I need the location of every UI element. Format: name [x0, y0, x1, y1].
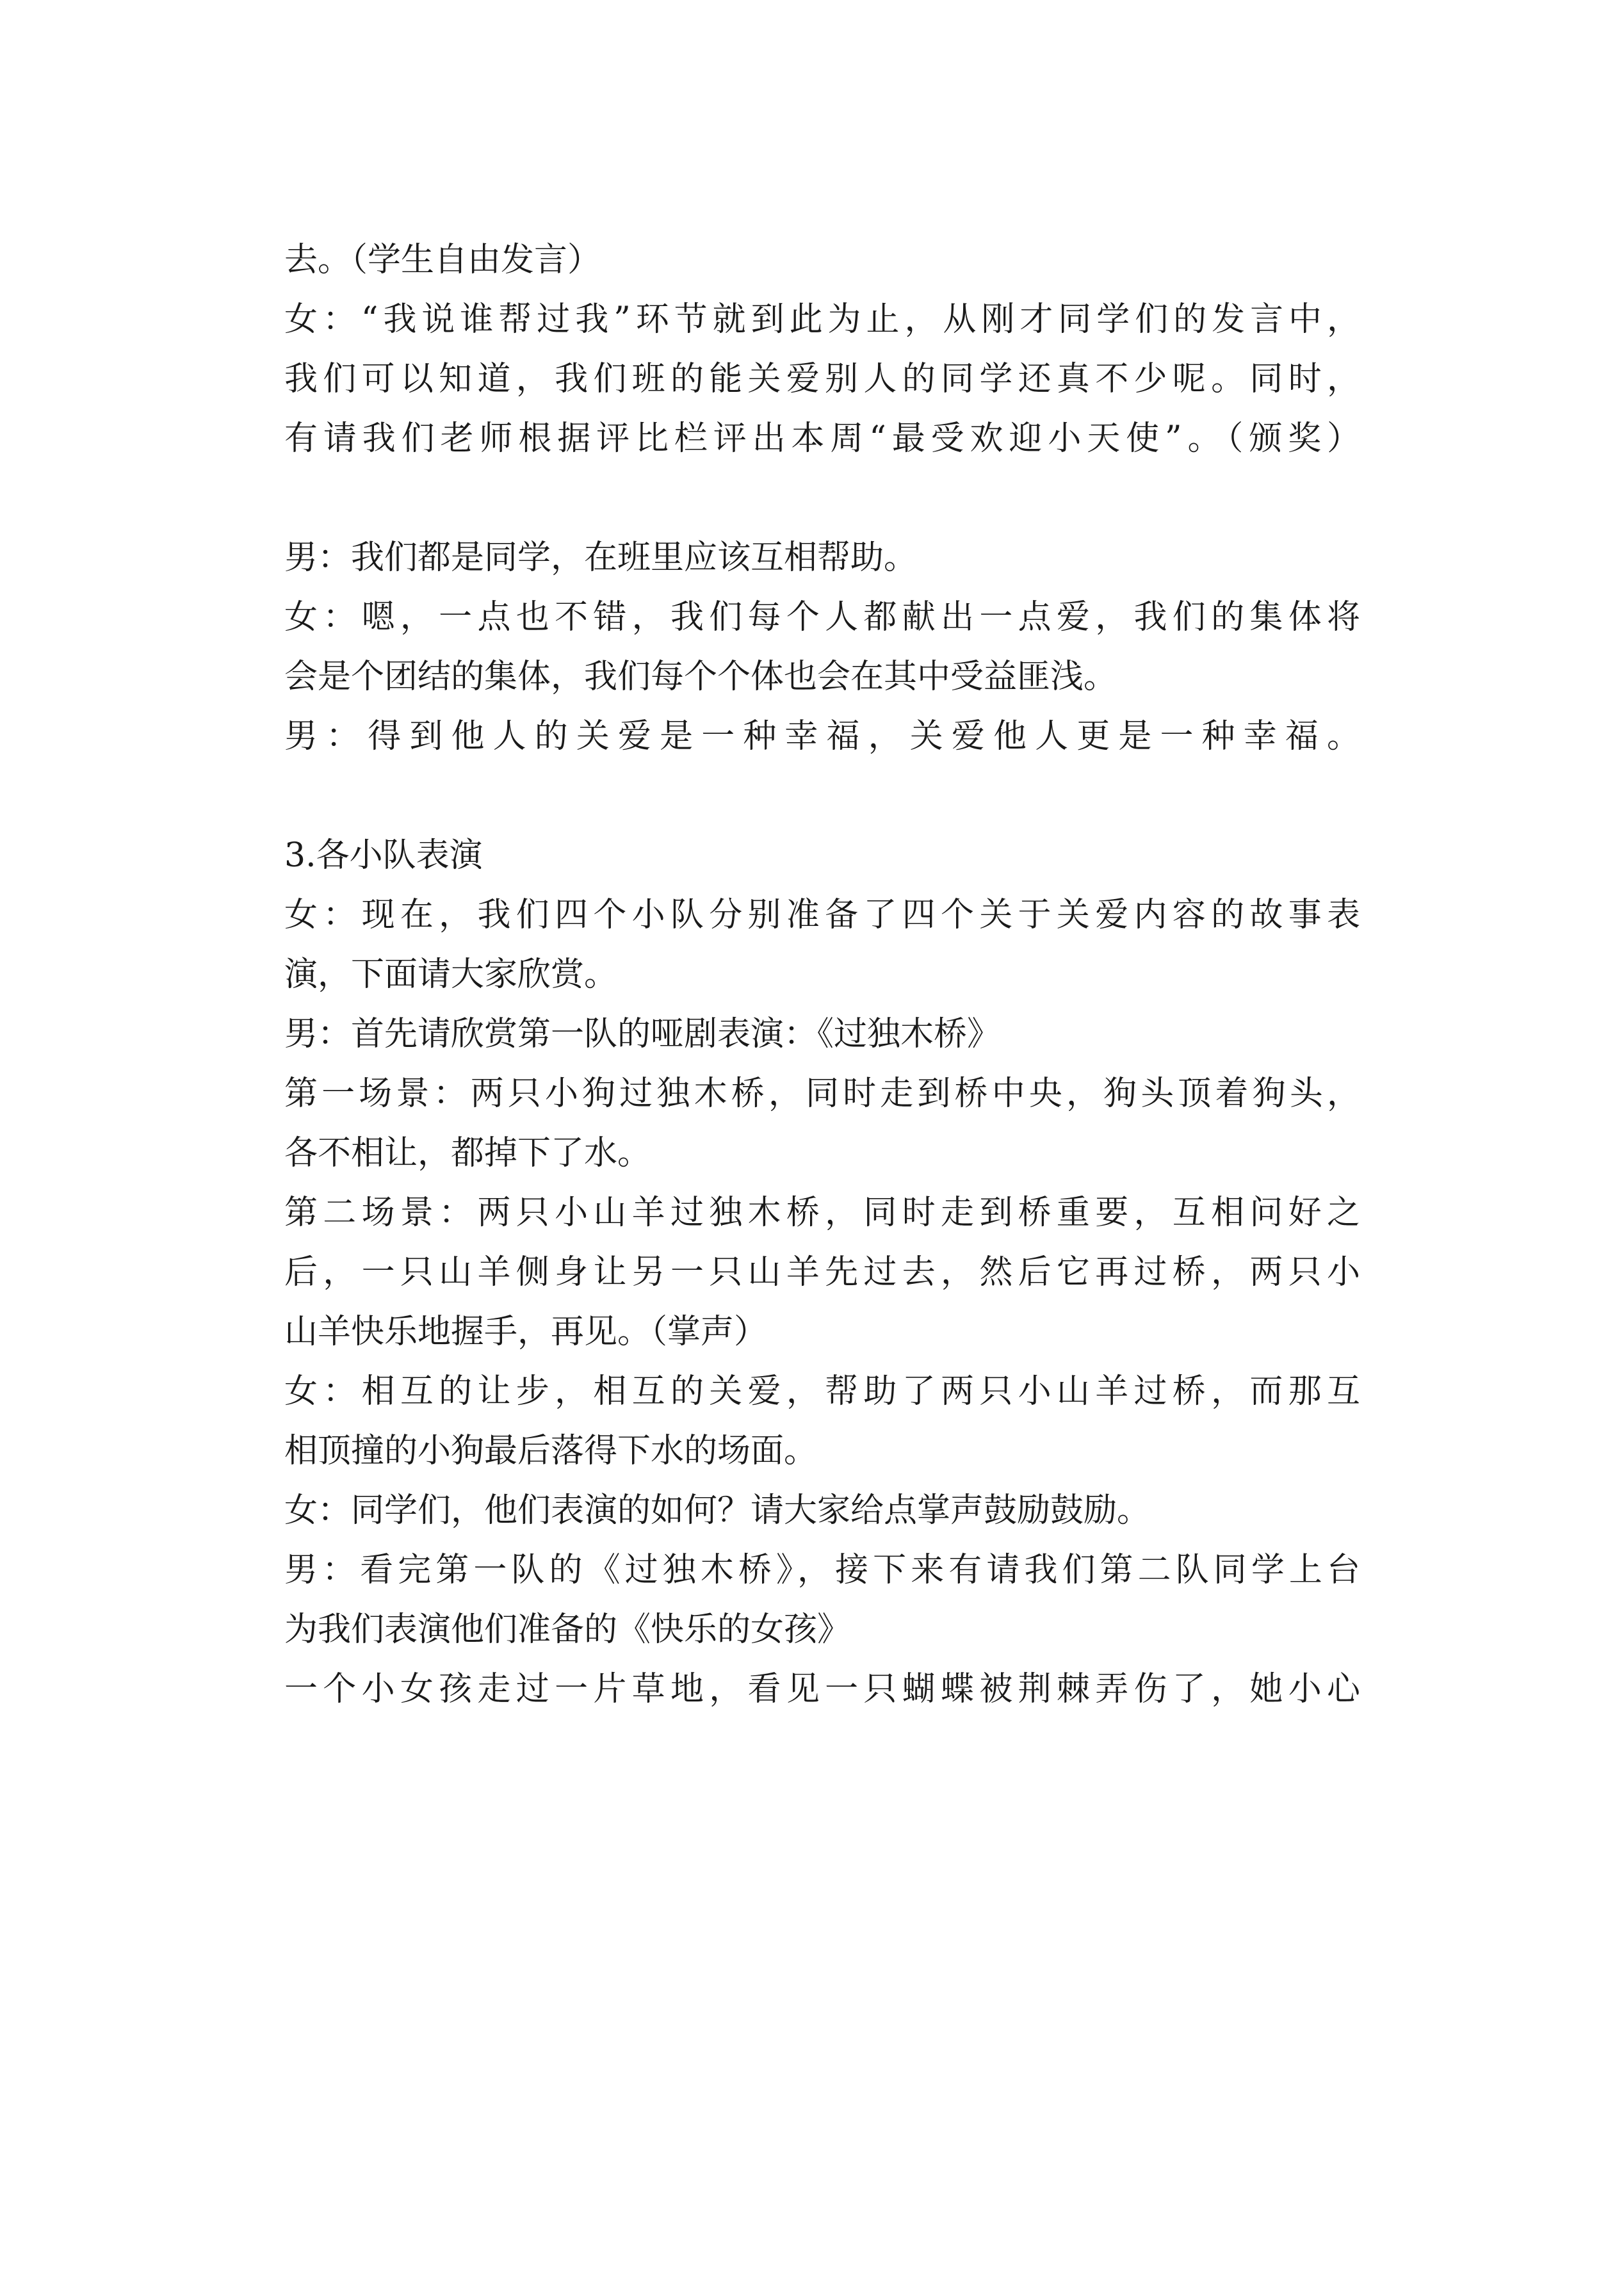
paragraph-line: 一个小女孩走过一片草地，看见一只蝴蝶被荆棘弄伤了，她小心: [284, 1670, 1360, 1708]
paragraph-line: 后，一只山羊侧身让另一只山羊先过去，然后它再过桥，两只小: [284, 1253, 1360, 1292]
paragraph-line: 第二场景：两只小山羊过独木桥，同时走到桥重要，互相问好之: [284, 1194, 1360, 1232]
paragraph-line: 女：“我说谁帮过我”环节就到此为止，从刚才同学们的发言中，: [284, 300, 1360, 339]
paragraph-line: 男：得到他人的关爱是一种幸福，关爱他人更是一种幸福。: [284, 717, 1360, 756]
paragraph-line: 演，下面请大家欣赏。: [284, 955, 618, 994]
paragraph-line: 男：看完第一队的《过独木桥》，接下来有请我们第二队同学上台: [284, 1551, 1360, 1589]
paragraph-line: 我们可以知道，我们班的能关爱别人的同学还真不少呢。同时，: [284, 360, 1360, 398]
section-heading: 3.各小队表演: [284, 836, 483, 875]
paragraph-line: 男：首先请欣赏第一队的哑剧表演：《过独木桥》: [284, 1015, 1001, 1053]
paragraph-line: 为我们表演他们准备的《快乐的女孩》: [284, 1610, 851, 1649]
paragraph-line: 去。（学生自由发言）: [284, 241, 601, 279]
blank-line: [284, 469, 1360, 528]
paragraph-line: 男：我们都是同学，在班里应该互相帮助。: [284, 539, 918, 577]
paragraph-line: 女：现在，我们四个小队分别准备了四个关于关爱内容的故事表: [284, 896, 1360, 934]
paragraph-line: 有请我们老师根据评比栏评出本周“最受欢迎小天使”。（颁奖）: [284, 419, 1360, 458]
paragraph-line: 会是个团结的集体，我们每个个体也会在其中受益匪浅。: [284, 658, 1117, 696]
paragraph-line: 女：嗯，一点也不错，我们每个人都献出一点爱，我们的集体将: [284, 598, 1360, 637]
paragraph-line: 相顶撞的小狗最后落得下水的场面。: [284, 1432, 818, 1470]
paragraph-line: 各不相让，都掉下了水。: [284, 1134, 651, 1172]
paragraph-line: 第一场景：两只小狗过独木桥，同时走到桥中央，狗头顶着狗头，: [284, 1075, 1360, 1113]
paragraph-line: 女：相互的让步，相互的关爱，帮助了两只小山羊过桥，而那互: [284, 1372, 1360, 1411]
document-body: [284, 231, 1360, 1719]
paragraph-line: 女：同学们，他们表演的如何？请大家给点掌声鼓励鼓励。: [284, 1491, 1151, 1530]
paragraph-line: 山羊快乐地握手，再见。（掌声）: [284, 1313, 768, 1351]
blank-line: [284, 766, 1360, 826]
